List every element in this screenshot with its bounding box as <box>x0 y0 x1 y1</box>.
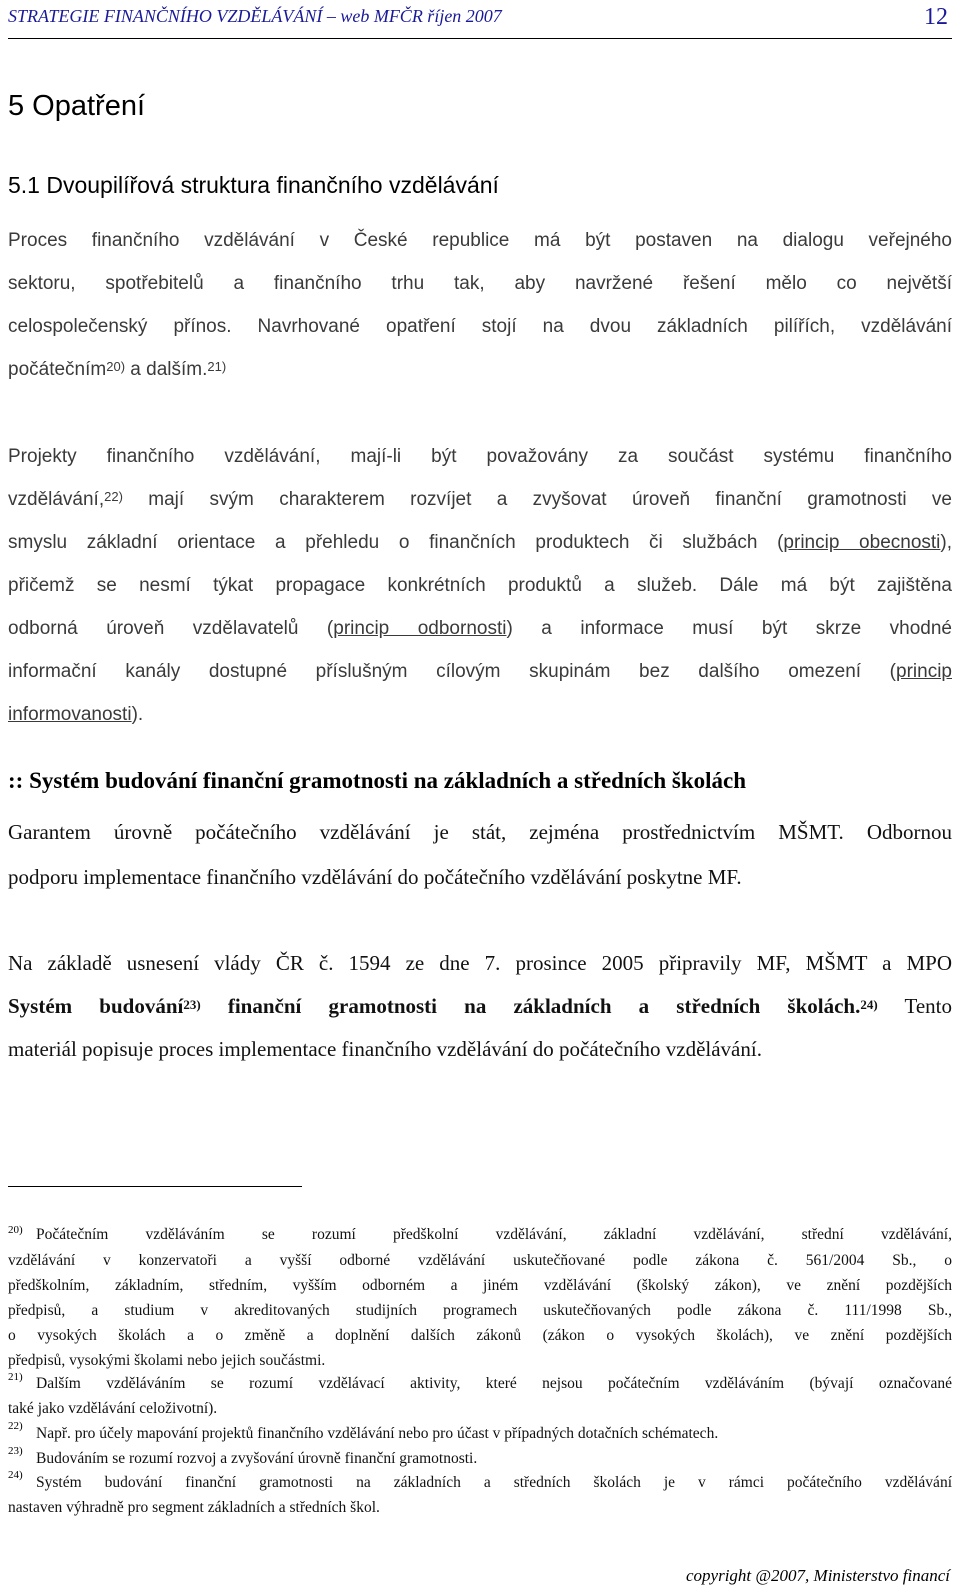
text-line <box>8 489 952 511</box>
principle-link: informovanosti <box>8 704 132 725</box>
footnote-line: předpisů, a studium v akreditovaných studijních programech uskutečňovaných podle zákona č. 111/1998 Sb., <box>8 1302 952 1319</box>
footnote-ref[interactable]: 21) <box>207 359 227 374</box>
text-span: informační kanály dostupné příslušným cílovým skupinám bez dalšího omezení ( <box>8 661 897 682</box>
text-line <box>8 618 952 640</box>
principle-link: princip obecnosti <box>783 532 941 553</box>
footnote-line: předpisů, vysokými školami nebo jejich součástmi. <box>8 1352 326 1369</box>
footnote-ref[interactable]: 23) <box>183 997 201 1012</box>
section-heading: 5.1 Dvoupilířová struktura finančního vzdělávání <box>8 172 499 198</box>
footnote-number: 24) <box>8 1469 23 1481</box>
text-line: Garantem úrovně počátečního vzdělávání je stát, zejména prostřednictvím MŠMT. Odbornou <box>8 820 952 844</box>
footnote-line: také jako vzdělávání celoživotní). <box>8 1400 218 1417</box>
footnote-line: Např. pro účely mapování projektů finančního vzdělávání nebo pro účast v případných dotačních schématech. <box>36 1425 719 1442</box>
footnote-number: 20) <box>8 1224 23 1236</box>
text-line: celospolečenský přínos. Navrhované opatření stojí na dvou základních pilířích, vzdělávání <box>8 316 952 337</box>
text-line: Projekty finančního vzdělávání, mají-li být považovány za součást systému finančního <box>8 446 952 467</box>
footnote-line: Počátečním vzděláváním se rozumí předškolní vzdělávání, základní vzdělávání, střední vzdělávání, <box>36 1226 952 1243</box>
text-span: počátečním <box>8 359 107 380</box>
text-span: Tento <box>877 994 953 1018</box>
text-line <box>8 532 952 554</box>
chapter-heading: 5 Opatření <box>8 90 146 122</box>
footnote-number: 21) <box>8 1371 23 1383</box>
text-span: ). <box>131 704 144 725</box>
text-line: přičemž se nesmí týkat propagace konkrétních produktů a služeb. Dále má být zajištěna <box>8 575 952 596</box>
text-line: sektoru, spotřebitelů a finančního trhu tak, aby navržené řešení mělo co největší <box>8 273 952 294</box>
footnote-line: o vysokých školách a o změně a doplnění dalších zákonů (zákon o vysokých školách), ve znění pozdějších <box>8 1327 952 1344</box>
text-line <box>8 661 952 683</box>
footnote-separator <box>8 1186 302 1187</box>
text-span: odborná úroveň vzdělavatelů ( <box>8 618 334 639</box>
footnote-ref[interactable]: 20) <box>106 359 126 374</box>
bold-text: finanční gramotnosti na základních a středních školách. <box>200 994 861 1018</box>
text-line <box>8 994 952 1019</box>
subsection-heading: :: Systém budování finanční gramotnosti na základních a středních školách <box>8 768 747 793</box>
copyright-footer: copyright @2007, Ministerstvo financí <box>686 1566 950 1585</box>
text-line: Proces finančního vzdělávání v České republice má být postaven na dialogu veřejného <box>8 230 952 251</box>
text-span: a dalším. <box>125 359 208 380</box>
footnote-line: Budováním se rozumí rozvoj a zvyšování úrovně finanční gramotnosti. <box>36 1450 478 1467</box>
text-line: podporu implementace finančního vzdělávání do počátečního vzdělávání poskytne MF. <box>8 865 742 889</box>
text-line: Na základě usnesení vlády ČR č. 1594 ze dne 7. prosince 2005 připravily MF, MŠMT a MPO <box>8 951 952 975</box>
text-span: vzdělávání, <box>8 489 105 510</box>
footnote-ref[interactable]: 22) <box>104 489 123 504</box>
text-line <box>8 704 143 726</box>
footnote-line: Systém budování finanční gramotnosti na základních a středních školách je v rámci počátečního vzdělávání <box>36 1474 952 1491</box>
document-title: STRATEGIE FINANČNÍHO VZDĚLÁVÁNÍ – web MFČR říjen 2007 <box>8 6 502 26</box>
text-span: smyslu základní orientace a přehledu o finančních produktech či službách ( <box>8 532 784 553</box>
text-line: materiál popisuje proces implementace finančního vzdělávání do počátečního vzdělávání. <box>8 1037 762 1061</box>
text-span: ), <box>940 532 952 553</box>
bold-text: Systém budování <box>8 994 184 1018</box>
page-header <box>8 4 952 39</box>
text-span: ) a informace musí být skrze vhodné <box>506 618 952 639</box>
footnote-line: nastaven výhradně pro segment základních a středních škol. <box>8 1499 380 1516</box>
footnote-number: 22) <box>8 1420 23 1432</box>
principle-link: princip <box>896 661 952 682</box>
footnote-line: vzdělávání v konzervatoři a vyšší odborné vzdělávání uskutečňované podle zákona č. 561/2004 Sb., o <box>8 1252 952 1269</box>
footnote-number: 23) <box>8 1445 23 1457</box>
footnote-line: Dalším vzděláváním se rozumí vzdělávací aktivity, které nejsou počátečním vzděláváním (bývají označované <box>36 1375 952 1392</box>
text-span: mají svým charakterem rozvíjet a zvyšovat úroveň finanční gramotnosti ve <box>122 489 952 510</box>
page-number: 12 <box>924 4 948 30</box>
text-line <box>8 359 226 381</box>
footnote-line: předškolním, základním, středním, vyšším odborném a jiném vzdělávání (školský zákon), ve znění pozdějších <box>8 1277 952 1294</box>
footnote-ref[interactable]: 24) <box>860 997 878 1012</box>
principle-link: princip odbornosti <box>333 618 507 639</box>
